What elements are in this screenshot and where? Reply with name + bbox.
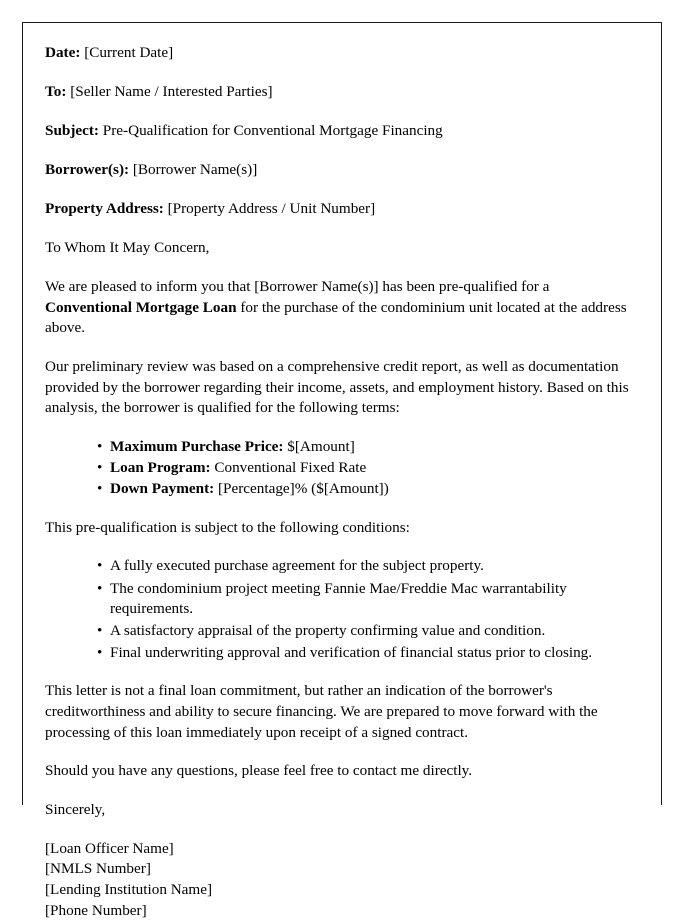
intro-paragraph-before: We are pleased to inform you that [Borrower Name(s)] has been pre-qualified for a bbox=[45, 277, 550, 295]
header-field-date-label: Date: bbox=[45, 44, 81, 61]
header-field-date bbox=[45, 43, 639, 63]
signature-line: [Loan Officer Name] bbox=[45, 839, 174, 857]
terms-list-item bbox=[97, 479, 639, 499]
signature-line: [Phone Number] bbox=[45, 901, 147, 919]
header-field-borrowers-value: [Borrower Name(s)] bbox=[132, 161, 258, 179]
intro-paragraph-after: for the purchase of the condominium unit located at the address above. bbox=[45, 298, 627, 337]
terms-list bbox=[45, 437, 639, 500]
conditions-list bbox=[45, 556, 639, 663]
conditions-list-item: • A satisfactory appraisal of the property confirming value and condition. bbox=[97, 621, 639, 641]
term-value: [Percentage]% ($[Amount]) bbox=[218, 480, 389, 498]
conditions-list-item: • Final underwriting approval and verification of financial status prior to closing. bbox=[97, 643, 639, 663]
term-label: Down Payment: bbox=[110, 480, 215, 498]
conditions-list-item: • A fully executed purchase agreement for the subject property. bbox=[97, 556, 639, 576]
header-field-borrowers bbox=[45, 160, 639, 180]
terms-list-item bbox=[97, 458, 639, 478]
conditions-list-item: • The condominium project meeting Fannie Mae/Freddie Mac warrantability requirements. bbox=[97, 579, 639, 619]
header-field-to bbox=[45, 82, 639, 102]
header-field-subject bbox=[45, 121, 639, 141]
signature-line: [Lending Institution Name] bbox=[45, 881, 213, 899]
document-page bbox=[22, 22, 662, 919]
letter-body bbox=[23, 23, 661, 921]
contact-paragraph: Should you have any questions, please feel free to contact me directly. bbox=[45, 762, 473, 780]
header-field-property-address bbox=[45, 199, 639, 219]
header-field-property-address-value: [Property Address / Unit Number] bbox=[167, 200, 376, 218]
header-field-date-value: [Current Date] bbox=[84, 44, 174, 61]
salutation: To Whom It May Concern, bbox=[45, 239, 210, 257]
header-field-to-label: To: bbox=[45, 83, 67, 101]
intro-paragraph bbox=[45, 277, 639, 339]
signature-line: [NMLS Number] bbox=[45, 860, 151, 878]
intro-paragraph-bold: Conventional Mortgage Loan bbox=[45, 298, 237, 316]
term-label: Loan Program: bbox=[110, 459, 211, 477]
review-paragraph: Our preliminary review was based on a comprehensive credit report, as well as documentation provided by the borrower regarding their income, assets, and employment history. Based on this analysis, the borrower is qualified for the following terms: bbox=[45, 358, 629, 417]
conditions-intro: This pre-qualification is subject to the following conditions: bbox=[45, 518, 410, 536]
disclaimer-paragraph: This letter is not a final loan commitment, but rather an indication of the borrower's creditworthiness and ability to secure financing. We are prepared to move forward with the processing of this loan immediately upon receipt of a signed contract. bbox=[45, 682, 598, 741]
header-field-property-address-label: Property Address: bbox=[45, 200, 164, 218]
term-value: Conventional Fixed Rate bbox=[214, 459, 367, 477]
closing: Sincerely, bbox=[45, 801, 106, 819]
terms-list-item bbox=[97, 437, 639, 457]
header-field-subject-value: Pre-Qualification for Conventional Mortgage Financing bbox=[102, 122, 443, 140]
term-label: Maximum Purchase Price: bbox=[110, 438, 284, 456]
signature-block bbox=[45, 839, 639, 921]
header-field-borrowers-label: Borrower(s): bbox=[45, 161, 130, 179]
term-value: $[Amount] bbox=[287, 438, 355, 456]
header-field-subject-label: Subject: bbox=[45, 122, 99, 140]
header-field-to-value: [Seller Name / Interested Parties] bbox=[70, 83, 273, 101]
